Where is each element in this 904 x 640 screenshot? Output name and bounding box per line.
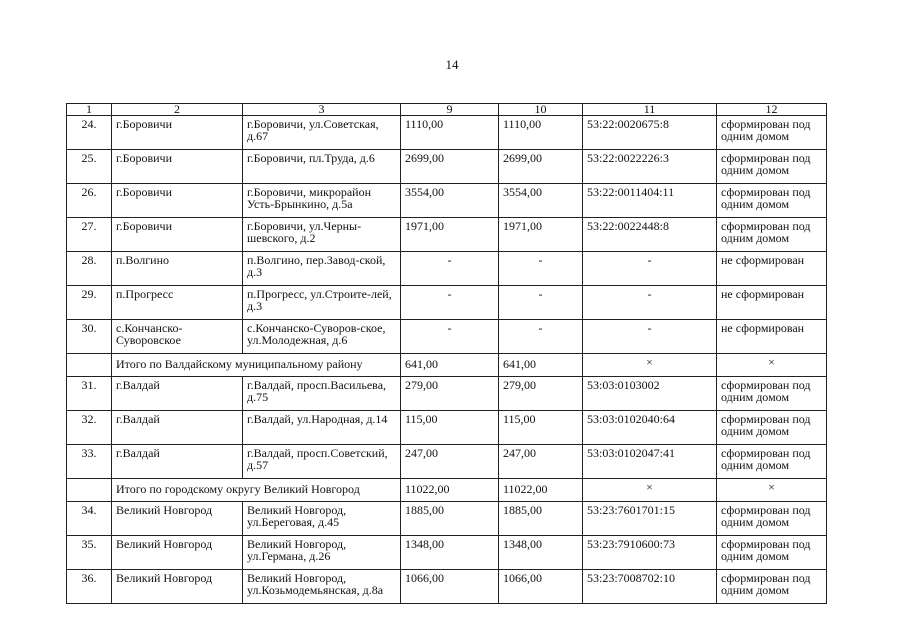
- plot-status: сформирован под одним домом: [717, 116, 827, 150]
- area-value-2: 115,00: [499, 411, 583, 445]
- area-value: 1885,00: [401, 502, 499, 536]
- settlement-name: п.Прогресс: [112, 286, 243, 320]
- row-number: 29.: [67, 286, 112, 320]
- subtotal-row: [67, 479, 827, 502]
- area-value: 1971,00: [401, 218, 499, 252]
- settlement-name: Великий Новгород: [112, 570, 243, 604]
- address: Великий Новгород, ул.Береговая, д.45: [243, 502, 401, 536]
- area-value-2: 1348,00: [499, 536, 583, 570]
- table-row: [67, 184, 827, 218]
- cadastral-number: 53:23:7601701:15: [583, 502, 717, 536]
- area-value-2: 3554,00: [499, 184, 583, 218]
- plot-status: ×: [717, 479, 827, 502]
- plot-status: сформирован под одним домом: [717, 445, 827, 479]
- plot-status: сформирован под одним домом: [717, 502, 827, 536]
- area-value-2: -: [499, 286, 583, 320]
- plot-status: не сформирован: [717, 320, 827, 354]
- settlement-name: п.Волгино: [112, 252, 243, 286]
- area-value-2: 247,00: [499, 445, 583, 479]
- cadastral-number: -: [583, 286, 717, 320]
- row-number: 24.: [67, 116, 112, 150]
- address: Великий Новгород, ул.Германа, д.26: [243, 536, 401, 570]
- row-number: 33.: [67, 445, 112, 479]
- address: Великий Новгород, ул.Козьмодемьянская, д.8а: [243, 570, 401, 604]
- address: г.Валдай, просп.Васильева, д.75: [243, 377, 401, 411]
- table-row: [67, 502, 827, 536]
- address: г.Валдай, просп.Советский, д.57: [243, 445, 401, 479]
- area-value-2: 1110,00: [499, 116, 583, 150]
- table-row: [67, 320, 827, 354]
- area-value-2: 1066,00: [499, 570, 583, 604]
- table-row: [67, 377, 827, 411]
- cadastral-number: 53:22:0022448:8: [583, 218, 717, 252]
- address: г.Боровичи, пл.Труда, д.6: [243, 150, 401, 184]
- area-value: 2699,00: [401, 150, 499, 184]
- area-value: 247,00: [401, 445, 499, 479]
- plot-status: сформирован под одним домом: [717, 218, 827, 252]
- plot-status: сформирован под одним домом: [717, 377, 827, 411]
- settlement-name: г.Валдай: [112, 445, 243, 479]
- subtotal-label: Итого по Валдайскому муниципальному району: [112, 354, 401, 377]
- area-value: -: [401, 286, 499, 320]
- table-row: [67, 411, 827, 445]
- area-value: 641,00: [401, 354, 499, 377]
- row-number: 27.: [67, 218, 112, 252]
- plot-status: не сформирован: [717, 252, 827, 286]
- column-header: 1: [67, 104, 112, 116]
- cadastral-number: -: [583, 252, 717, 286]
- row-number: 25.: [67, 150, 112, 184]
- row-number: 32.: [67, 411, 112, 445]
- empty-cell: [67, 354, 112, 377]
- cadastral-number: 53:22:0020675:8: [583, 116, 717, 150]
- row-number: 28.: [67, 252, 112, 286]
- table-row: [67, 150, 827, 184]
- empty-cell: [67, 479, 112, 502]
- address: п.Прогресс, ул.Строите-лей, д.3: [243, 286, 401, 320]
- settlement-name: г.Валдай: [112, 411, 243, 445]
- settlement-name: Великий Новгород: [112, 502, 243, 536]
- area-value: 115,00: [401, 411, 499, 445]
- plot-status: сформирован под одним домом: [717, 411, 827, 445]
- cadastral-number: 53:23:7008702:10: [583, 570, 717, 604]
- area-value: -: [401, 252, 499, 286]
- row-number: 31.: [67, 377, 112, 411]
- address: г.Боровичи, ул.Советская, д.67: [243, 116, 401, 150]
- table-row: [67, 570, 827, 604]
- cadastral-number: 53:22:0011404:11: [583, 184, 717, 218]
- land-plots-table: [66, 103, 827, 604]
- row-number: 30.: [67, 320, 112, 354]
- area-value: 1066,00: [401, 570, 499, 604]
- settlement-name: г.Боровичи: [112, 150, 243, 184]
- column-number-row: [67, 104, 827, 116]
- plot-status: сформирован под одним домом: [717, 536, 827, 570]
- plot-status: ×: [717, 354, 827, 377]
- address: п.Волгино, пер.Завод-ской, д.3: [243, 252, 401, 286]
- settlement-name: Великий Новгород: [112, 536, 243, 570]
- area-value-2: -: [499, 252, 583, 286]
- area-value: 11022,00: [401, 479, 499, 502]
- address: г.Боровичи, ул.Черны-шевского, д.2: [243, 218, 401, 252]
- area-value: 3554,00: [401, 184, 499, 218]
- cadastral-number: 53:03:0102047:41: [583, 445, 717, 479]
- subtotal-row: [67, 354, 827, 377]
- area-value-2: 2699,00: [499, 150, 583, 184]
- area-value-2: 1971,00: [499, 218, 583, 252]
- area-value: -: [401, 320, 499, 354]
- area-value-2: 11022,00: [499, 479, 583, 502]
- column-header: 9: [401, 104, 499, 116]
- table-row: [67, 286, 827, 320]
- row-number: 35.: [67, 536, 112, 570]
- column-header: 2: [112, 104, 243, 116]
- area-value-2: 1885,00: [499, 502, 583, 536]
- cadastral-number: 53:22:0022226:3: [583, 150, 717, 184]
- row-number: 34.: [67, 502, 112, 536]
- address: г.Валдай, ул.Народная, д.14: [243, 411, 401, 445]
- area-value: 279,00: [401, 377, 499, 411]
- settlement-name: г.Боровичи: [112, 218, 243, 252]
- cadastral-number: 53:03:0102040:64: [583, 411, 717, 445]
- settlement-name: г.Валдай: [112, 377, 243, 411]
- column-header: 10: [499, 104, 583, 116]
- address: с.Кончанско-Суворов-ское, ул.Молодежная, д.6: [243, 320, 401, 354]
- cadastral-number: ×: [583, 479, 717, 502]
- area-value: 1348,00: [401, 536, 499, 570]
- column-header: 3: [243, 104, 401, 116]
- cadastral-number: ×: [583, 354, 717, 377]
- table-row: [67, 252, 827, 286]
- area-value-2: 641,00: [499, 354, 583, 377]
- plot-status: сформирован под одним домом: [717, 184, 827, 218]
- subtotal-label: Итого по городскому округу Великий Новгород: [112, 479, 401, 502]
- table-row: [67, 116, 827, 150]
- page-number: 14: [445, 57, 459, 72]
- table-row: [67, 218, 827, 252]
- cadastral-number: 53:23:7910600:73: [583, 536, 717, 570]
- column-header: 12: [717, 104, 827, 116]
- plot-status: сформирован под одним домом: [717, 570, 827, 604]
- plot-status: не сформирован: [717, 286, 827, 320]
- settlement-name: г.Боровичи: [112, 184, 243, 218]
- area-value-2: 279,00: [499, 377, 583, 411]
- cadastral-number: 53:03:0103002: [583, 377, 717, 411]
- table-row: [67, 536, 827, 570]
- row-number: 26.: [67, 184, 112, 218]
- area-value: 1110,00: [401, 116, 499, 150]
- column-header: 11: [583, 104, 717, 116]
- settlement-name: г.Боровичи: [112, 116, 243, 150]
- table-row: [67, 445, 827, 479]
- row-number: 36.: [67, 570, 112, 604]
- address: г.Боровичи, микрорайон Усть-Брынкино, д.5а: [243, 184, 401, 218]
- settlement-name: с.Кончанско-Суворовское: [112, 320, 243, 354]
- cadastral-number: -: [583, 320, 717, 354]
- area-value-2: -: [499, 320, 583, 354]
- plot-status: сформирован под одним домом: [717, 150, 827, 184]
